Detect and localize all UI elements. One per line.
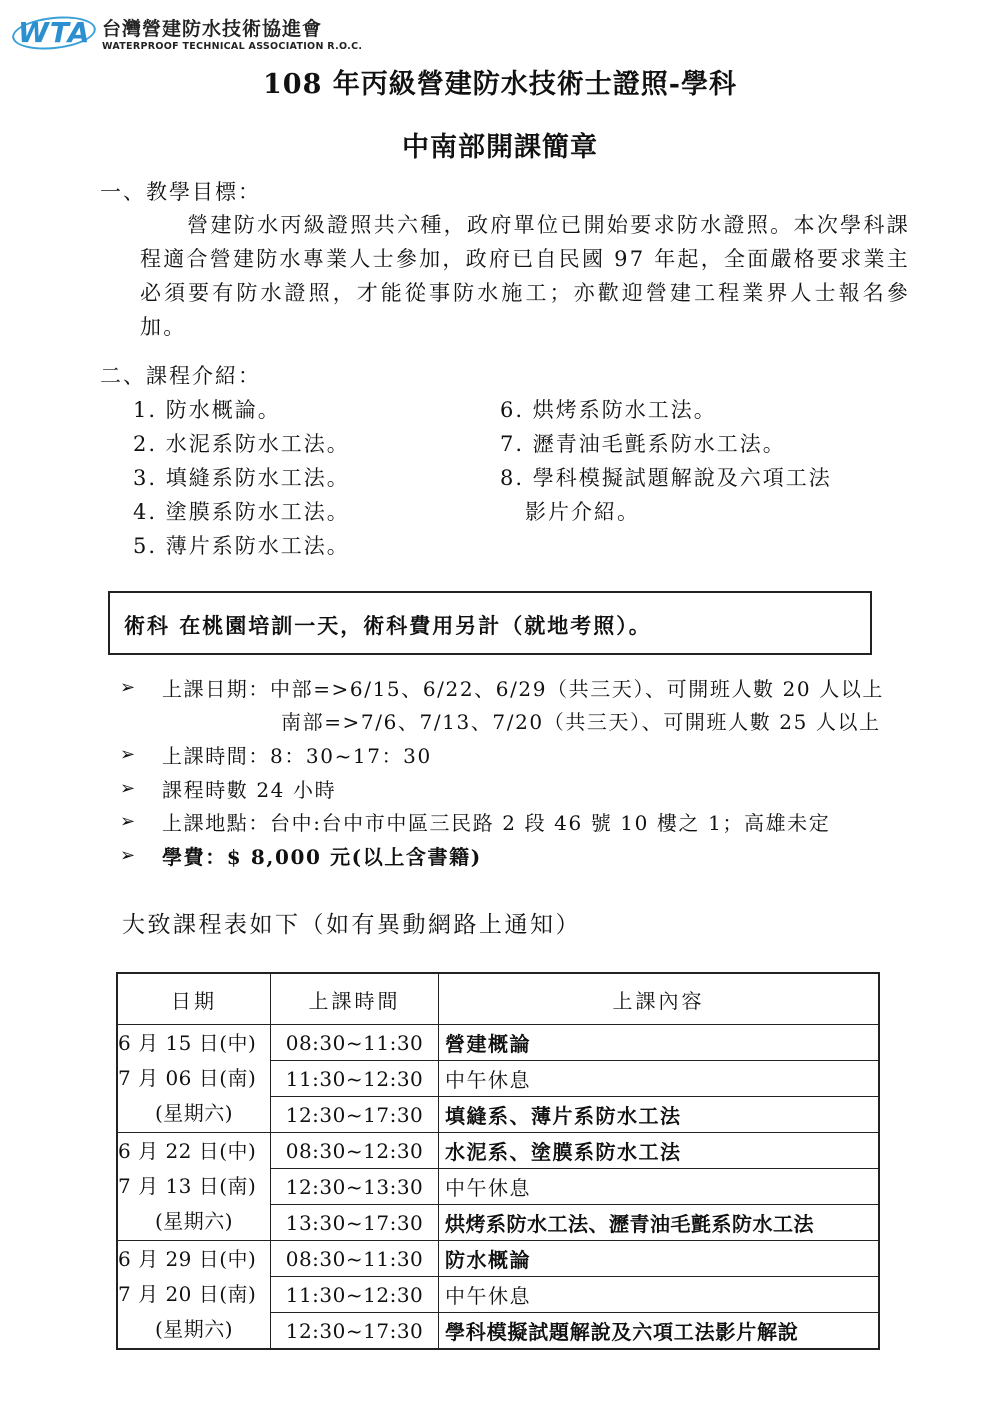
logo-name-en: WATERPROOF TECHNICAL ASSOCIATION R.O.C. [102,41,363,52]
time-cell: 08:30~11:30 [271,1241,439,1277]
header-date: 日期 [117,973,271,1025]
time-cell: 12:30~17:30 [271,1097,439,1133]
time-cell: 11:30~12:30 [271,1277,439,1313]
content-cell: 水泥系、塗膜系防水工法 [439,1133,880,1169]
goals-body: 營建防水丙級證照共六種，政府單位已開始要求防水證照。本次學科課程適合營建防水專業人士參加，政府已自民國 97 年起，全面嚴格要求業主必須要有防水證照，才能從事防水施工；亦歡迎營建工程業界人士報名參加。 [140,213,910,339]
content-cell: 學科模擬試題解說及六項工法影片解說 [439,1313,880,1350]
date-cell: 6 月 29 日(中) 7 月 20 日(南) (星期六) [117,1241,271,1350]
arrow-bullet-icon: ➢ [120,845,136,866]
practical-notice-box [108,591,872,655]
wta-logo-mark: WTA [12,15,96,51]
course-item: 1. 防水概論。 [133,398,281,422]
content-cell: 防水概論 [439,1241,880,1277]
time-cell: 12:30~17:30 [271,1313,439,1350]
course-item: 6. 烘烤系防水工法。 [500,398,717,422]
class-location: 上課地點：台中:台中市中區三民路 2 段 46 號 10 樓之 1；高雄未定 [162,811,831,835]
logo-name-zh: 台灣營建防水技術協進會 [102,18,323,40]
section-heading-courses: 二、課程介紹： [100,364,261,388]
class-time: 上課時間：8：30~17：30 [162,744,432,768]
time-cell: 12:30~13:30 [271,1169,439,1205]
course-item: 5. 薄片系防水工法。 [133,534,350,558]
course-item: 2. 水泥系防水工法。 [133,432,350,456]
content-cell: 中午休息 [439,1061,880,1097]
time-cell: 13:30~17:30 [271,1205,439,1241]
arrow-bullet-icon: ➢ [120,677,136,698]
arrow-bullet-icon: ➢ [120,778,136,799]
course-item: 8. 學科模擬試題解說及六項工法 [500,466,832,490]
date-cell: 6 月 22 日(中) 7 月 13 日(南) (星期六) [117,1133,271,1241]
goals-paragraph [140,208,910,344]
class-fee: 學費：$ 8,000 元(以上含書籍) [162,845,482,869]
content-cell: 烘烤系防水工法、瀝青油毛氈系防水工法 [439,1205,880,1241]
arrow-bullet-icon: ➢ [120,744,136,765]
course-item: 影片介紹。 [525,500,640,524]
content-cell: 營建概論 [439,1025,880,1061]
header-time: 上課時間 [271,973,439,1025]
table-row [117,1025,879,1061]
class-hours: 課程時數 24 小時 [162,778,337,802]
arrow-bullet-icon: ➢ [120,811,136,832]
table-row [117,1133,879,1169]
time-cell: 08:30~11:30 [271,1025,439,1061]
content-cell: 中午休息 [439,1169,880,1205]
schedule-note: 大致課程表如下（如有異動網路上通知） [122,912,581,938]
document-title: 108 年丙級營建防水技術士證照-學科 [263,69,737,100]
time-cell: 11:30~12:30 [271,1061,439,1097]
schedule-table [116,972,880,1350]
section-heading-goals: 一、教學目標： [100,180,261,204]
course-item: 7. 瀝青油毛氈系防水工法。 [500,432,786,456]
class-dates-south: 南部=>7/6、7/13、7/20（共三天）、可開班人數 25 人以上 [281,710,881,734]
header-content: 上課內容 [439,973,880,1025]
content-cell: 中午休息 [439,1277,880,1313]
course-item: 4. 塗膜系防水工法。 [133,500,350,524]
table-row [117,1241,879,1277]
date-cell: 6 月 15 日(中) 7 月 06 日(南) (星期六) [117,1025,271,1133]
course-item: 3. 填縫系防水工法。 [133,466,350,490]
document-subtitle: 中南部開課簡章 [402,132,598,163]
content-cell: 填縫系、薄片系防水工法 [439,1097,880,1133]
class-dates-central: 上課日期：中部=>6/15、6/22、6/29（共三天）、可開班人數 20 人以上 [162,677,885,701]
practical-notice: 術科 在桃園培訓一天，術科費用另計（就地考照）。 [124,613,652,638]
association-logo [12,14,362,52]
time-cell: 08:30~12:30 [271,1133,439,1169]
table-header-row [117,973,879,1025]
